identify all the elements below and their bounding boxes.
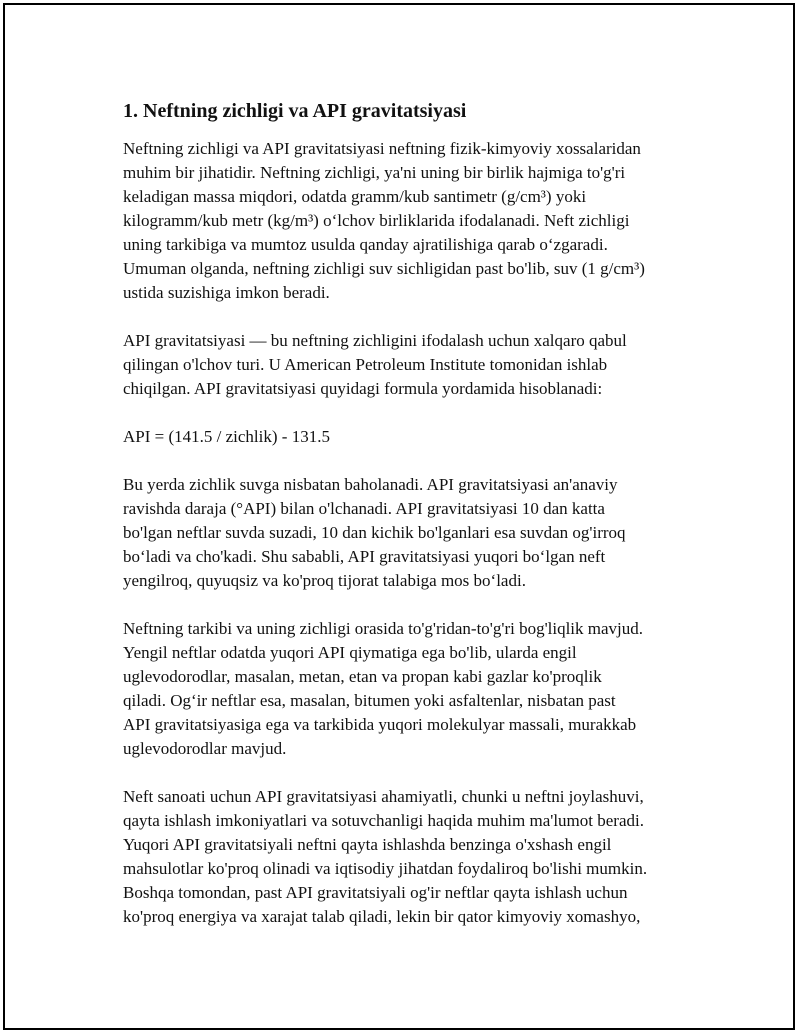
document-body <box>123 97 703 953</box>
text-line: API gravitatsiyasiga ega va tarkibida yuqori molekulyar massali, murakkab <box>123 715 637 734</box>
text-line: Neftning tarkibi va uning zichligi orasida to'g'ridan-to'g'ri bog'liqlik mavjud. <box>123 619 644 638</box>
paragraph-composition <box>123 617 703 761</box>
page-frame <box>3 3 795 1030</box>
text-line: Umuman olganda, neftning zichligi suv sichligidan past bo'lib, suv (1 g/cm³) <box>123 259 645 278</box>
text-line: Neftning zichligi va API gravitatsiyasi neftning fizik-kimyoviy xossalaridan <box>123 139 641 158</box>
text-line: uning tarkibiga va mumtoz usulda qanday ajratilishiga qarab o‘zgaradi. <box>123 235 608 254</box>
text-line: ravishda daraja (°API) bilan o'lchanadi. API gravitatsiyasi 10 dan katta <box>123 499 605 518</box>
text-line: chiqilgan. API gravitatsiyasi quyidagi formula yordamida hisoblanadi: <box>123 379 603 398</box>
section-heading: 1. Neftning zichligi va API gravitatsiyasi <box>123 100 467 122</box>
text-line: API gravitatsiyasi — bu neftning zichligini ifodalash uchun xalqaro qabul <box>123 331 627 350</box>
text-line: ko'proq energiya va xarajat talab qiladi, lekin bir qator kimyoviy xomashyo, <box>123 907 641 926</box>
text-line: mahsulotlar ko'proq olinadi va iqtisodiy jihatdan foydaliroq bo'lishi mumkin. <box>123 859 648 878</box>
text-line: bo‘ladi va cho'kadi. Shu sababli, API gravitatsiyasi yuqori bo‘lgan neft <box>123 547 606 566</box>
text-line: Bu yerda zichlik suvga nisbatan baholanadi. API gravitatsiyasi an'anaviy <box>123 475 618 494</box>
text-line: qilingan o'lchov turi. U American Petroleum Institute tomonidan ishlab <box>123 355 608 374</box>
formula-line: API = (141.5 / zichlik) - 131.5 <box>123 427 330 446</box>
text-line: qiladi. Og‘ir neftlar esa, masalan, bitumen yoki asfaltenlar, nisbatan past <box>123 691 616 710</box>
text-line: bo'lgan neftlar suvda suzadi, 10 dan kichik bo'lganlari esa suvdan og'irroq <box>123 523 626 542</box>
paragraph-density <box>123 137 703 305</box>
text-line: muhim bir jihatidir. Neftning zichligi, ya'ni uning bir birlik hajmiga to'g'ri <box>123 163 626 182</box>
paragraph-explanation <box>123 473 703 593</box>
text-line: qayta ishlash imkoniyatlari va sotuvchanligi haqida muhim ma'lumot beradi. <box>123 811 644 830</box>
text-line: Yengil neftlar odatda yuqori API qiymatiga ega bo'lib, ularda engil <box>123 643 577 662</box>
text-line: Neft sanoati uchun API gravitatsiyasi ahamiyatli, chunki u neftni joylashuvi, <box>123 787 644 806</box>
text-line: keladigan massa miqdori, odatda gramm/kub santimetr (g/cm³) yoki <box>123 187 587 206</box>
text-line: yengilroq, quyuqsiz va ko'proq tijorat talabiga mos bo‘ladi. <box>123 571 526 590</box>
text-line: uglevodorodlar mavjud. <box>123 739 287 758</box>
text-line: Yuqori API gravitatsiyali neftni qayta ishlashda benzinga o'xshash engil <box>123 835 612 854</box>
text-line: ustida suzishiga imkon beradi. <box>123 283 330 302</box>
text-line: kilogramm/kub metr (kg/m³) o‘lchov birliklarida ifodalanadi. Neft zichligi <box>123 211 630 230</box>
paragraph-api-definition <box>123 329 703 401</box>
paragraph-industry <box>123 785 703 929</box>
paragraph-formula <box>123 425 703 449</box>
text-line: Boshqa tomondan, past API gravitatsiyali og'ir neftlar qayta ishlash uchun <box>123 883 628 902</box>
text-line: uglevodorodlar, masalan, metan, etan va propan kabi gazlar ko'proqlik <box>123 667 602 686</box>
